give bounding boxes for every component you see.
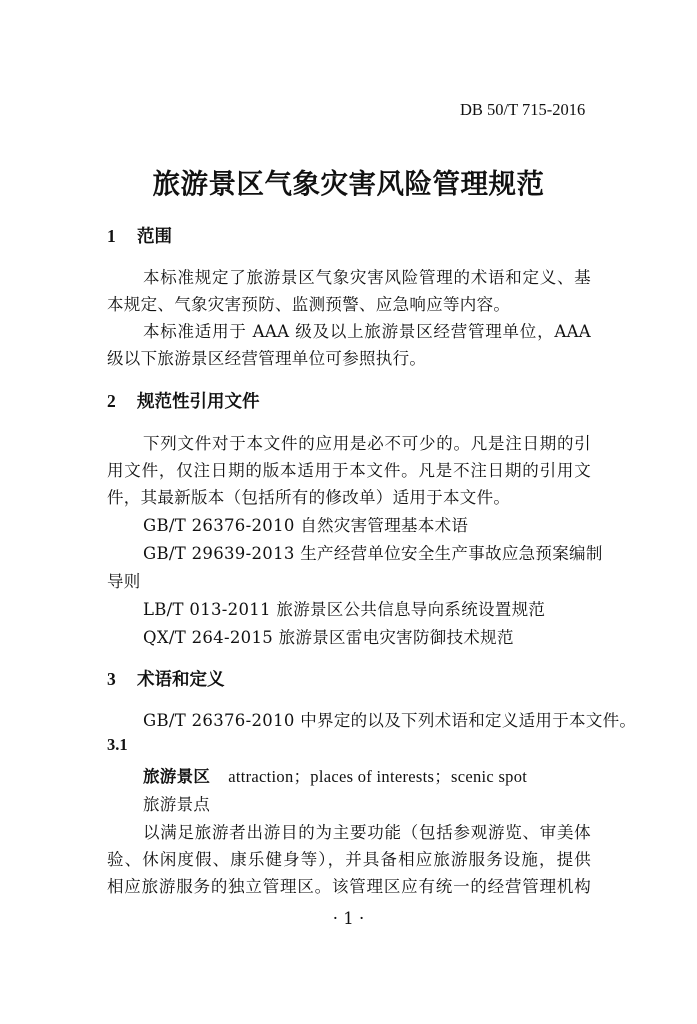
paragraph-line: 本标准适用于 AAA 级及以上旅游景区经营管理单位，AAA	[143, 322, 591, 341]
term-english: attraction；places of interests；scenic spot	[228, 767, 528, 786]
paragraph-line: 本规定、气象灾害预防、监测预警、应急响应等内容。	[107, 295, 511, 314]
term-name: 旅游景区	[143, 767, 211, 786]
section-title: 规范性引用文件	[137, 392, 260, 412]
section-number: 3	[107, 669, 116, 689]
paragraph-line: 级以下旅游景区经营管理单位可参照执行。	[107, 349, 427, 368]
paragraph-line: 用文件，仅注日期的版本适用于本文件。凡是不注日期的引用文	[107, 461, 591, 480]
section-number: 2	[107, 391, 116, 411]
term-entry	[143, 763, 527, 787]
term-synonym: 旅游景点	[143, 795, 211, 814]
section-2-heading	[107, 388, 260, 413]
page-number: · 1 ·	[332, 909, 365, 928]
paragraph-line: 本标准规定了旅游景区气象灾害风险管理的术语和定义、基	[143, 268, 591, 287]
paragraph-line: 以满足旅游者出游目的为主要功能（包括参观游览、审美体	[143, 823, 591, 842]
subsection-number: 3.1	[107, 735, 128, 754]
paragraph-line: 验、休闲度假、康乐健身等），并具备相应旅游服务设施，提供	[107, 850, 591, 869]
paragraph-line: 下列文件对于本文件的应用是必不可少的。凡是注日期的引	[143, 434, 591, 453]
section-title: 术语和定义	[137, 670, 225, 690]
document-title: 旅游景区气象灾害风险管理规范	[152, 168, 545, 200]
section-title: 范围	[137, 227, 172, 247]
paragraph-line: 相应旅游服务的独立管理区。该管理区应有统一的经营管理机构	[107, 877, 591, 896]
section-number: 1	[107, 226, 116, 246]
section-1-heading	[107, 223, 172, 248]
reference-item: LB/T 013-2011 旅游景区公共信息导向系统设置规范	[143, 600, 546, 619]
paragraph-line: GB/T 26376-2010 中界定的以及下列术语和定义适用于本文件。	[143, 711, 637, 730]
paragraph-line: 件，其最新版本（包括所有的修改单）适用于本文件。	[107, 488, 511, 507]
reference-item: QX/T 264-2015 旅游景区雷电灾害防御技术规范	[143, 628, 514, 647]
reference-item: GB/T 29639-2013 生产经营单位安全生产事故应急预案编制	[143, 544, 603, 563]
section-3-heading	[107, 666, 225, 691]
standard-code: DB 50/T 715-2016	[460, 100, 586, 119]
reference-item-continuation: 导则	[107, 572, 141, 591]
reference-item: GB/T 26376-2010 自然灾害管理基本术语	[143, 516, 469, 535]
